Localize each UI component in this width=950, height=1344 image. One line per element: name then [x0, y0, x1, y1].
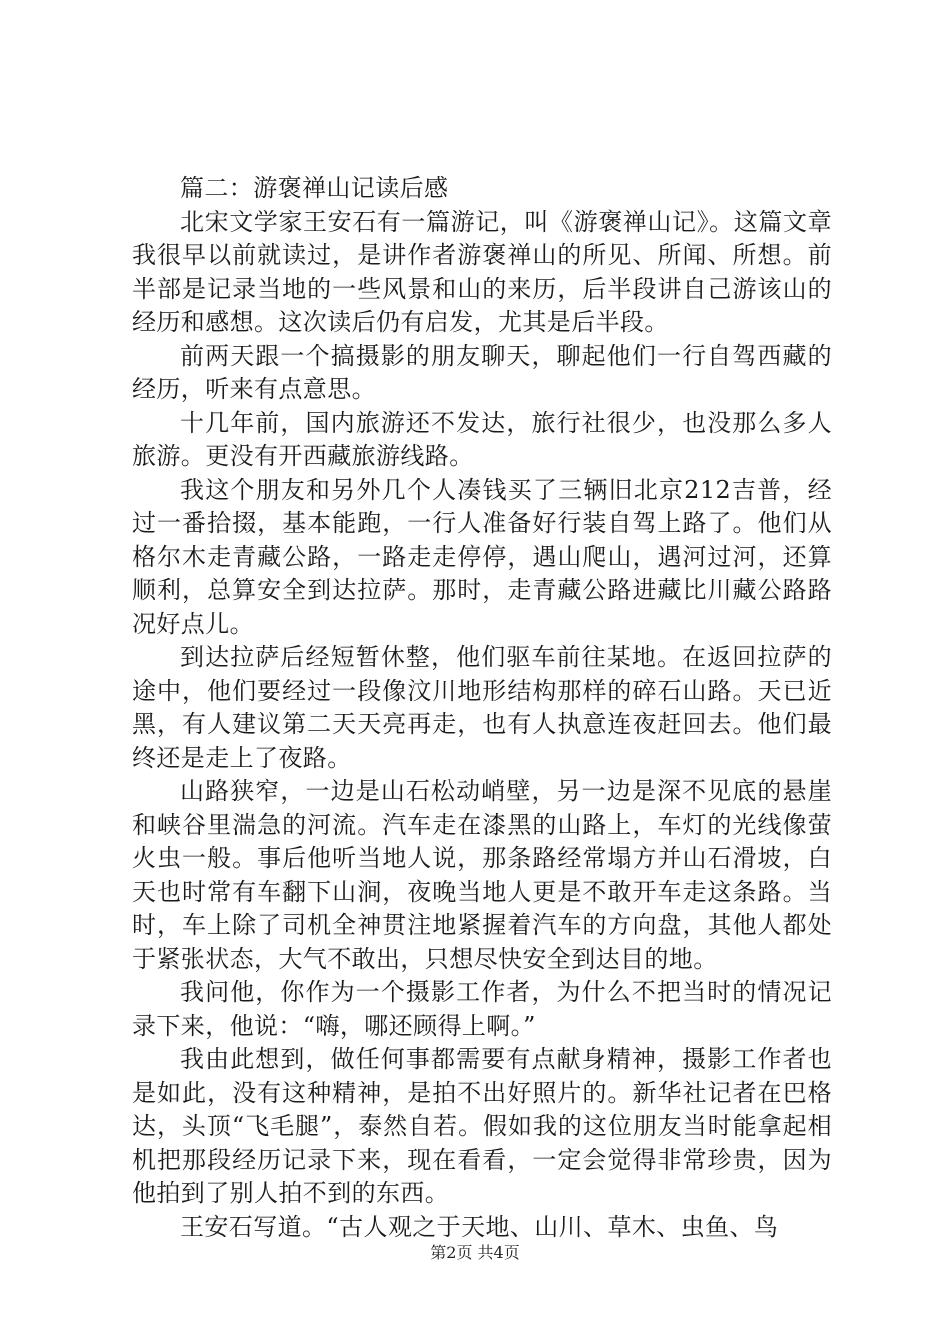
section-heading: 篇二：游褒禅山记读后感 — [180, 174, 449, 202]
paragraph: 山路狭窄，一边是山石松动峭壁，另一边是深不见底的悬崖和峡谷里湍急的河流。汽车走在漆黑的山路上，车灯的光线像萤火虫一般。事后他听当地人说，那条路经常塌方并山石滑坡，白天也时常有车翻下山涧，夜晚当地人更是不敢开车走这条路。当时，车上除了司机全神贯注地紧握着汽车的方向盘，其他人都处于紧张状态，大气不敢出，只想尽快安全到达目的地。 — [132, 777, 832, 973]
document-body — [132, 172, 832, 1244]
paragraph: 王安石写道。“古人观之于天地、山川、草木、虫鱼、鸟 — [180, 1212, 779, 1241]
page-number-footer: 第2页 共4页 — [430, 1243, 520, 1262]
paragraph: 我由此想到，做任何事都需要有点献身精神，摄影工作者也是如此，没有这种精神，是拍不出好照片的。新华社记者在巴格达，头顶“飞毛腿”，泰然自若。假如我的这位朋友当时能拿起相机把那段经历记录下来，现在看看，一定会觉得非常珍贵，因为他拍到了别人拍不到的东西。 — [132, 1045, 832, 1207]
paragraph: 北宋文学家王安石有一篇游记，叫《游褒禅山记》。这篇文章我很早以前就读过，是讲作者游褒禅山的所见、所闻、所想。前半部是记录当地的一些风景和山的来历，后半段讲自己游该山的经历和感想。这次读后仍有启发，尤其是后半段。 — [132, 207, 832, 336]
paragraph: 十几年前，国内旅游还不发达，旅行社很少，也没那么多人旅游。更没有开西藏旅游线路。 — [132, 408, 832, 470]
paragraph: 到达拉萨后经短暂休整，他们驱车前往某地。在返回拉萨的途中，他们要经过一段像汶川地形结构那样的碎石山路。天已近黑，有人建议第二天天亮再走，也有人执意连夜赶回去。他们最终还是走上了夜路。 — [132, 643, 832, 772]
paragraph: 我这个朋友和另外几个人凑钱买了三辆旧北京212吉普，经过一番拾掇，基本能跑，一行人准备好行装自驾上路了。他们从格尔木走青藏公路，一路走走停停，遇山爬山，遇河过河，还算顺利，总算安全到达拉萨。那时，走青藏公路进藏比川藏公路路况好点儿。 — [132, 475, 832, 638]
paragraph: 我问他，你作为一个摄影工作者，为什么不把当时的情况记录下来，他说：“嗨，哪还顾得上啊。” — [132, 978, 832, 1040]
paragraph: 前两天跟一个搞摄影的朋友聊天，聊起他们一行自驾西藏的经历，听来有点意思。 — [132, 341, 832, 403]
